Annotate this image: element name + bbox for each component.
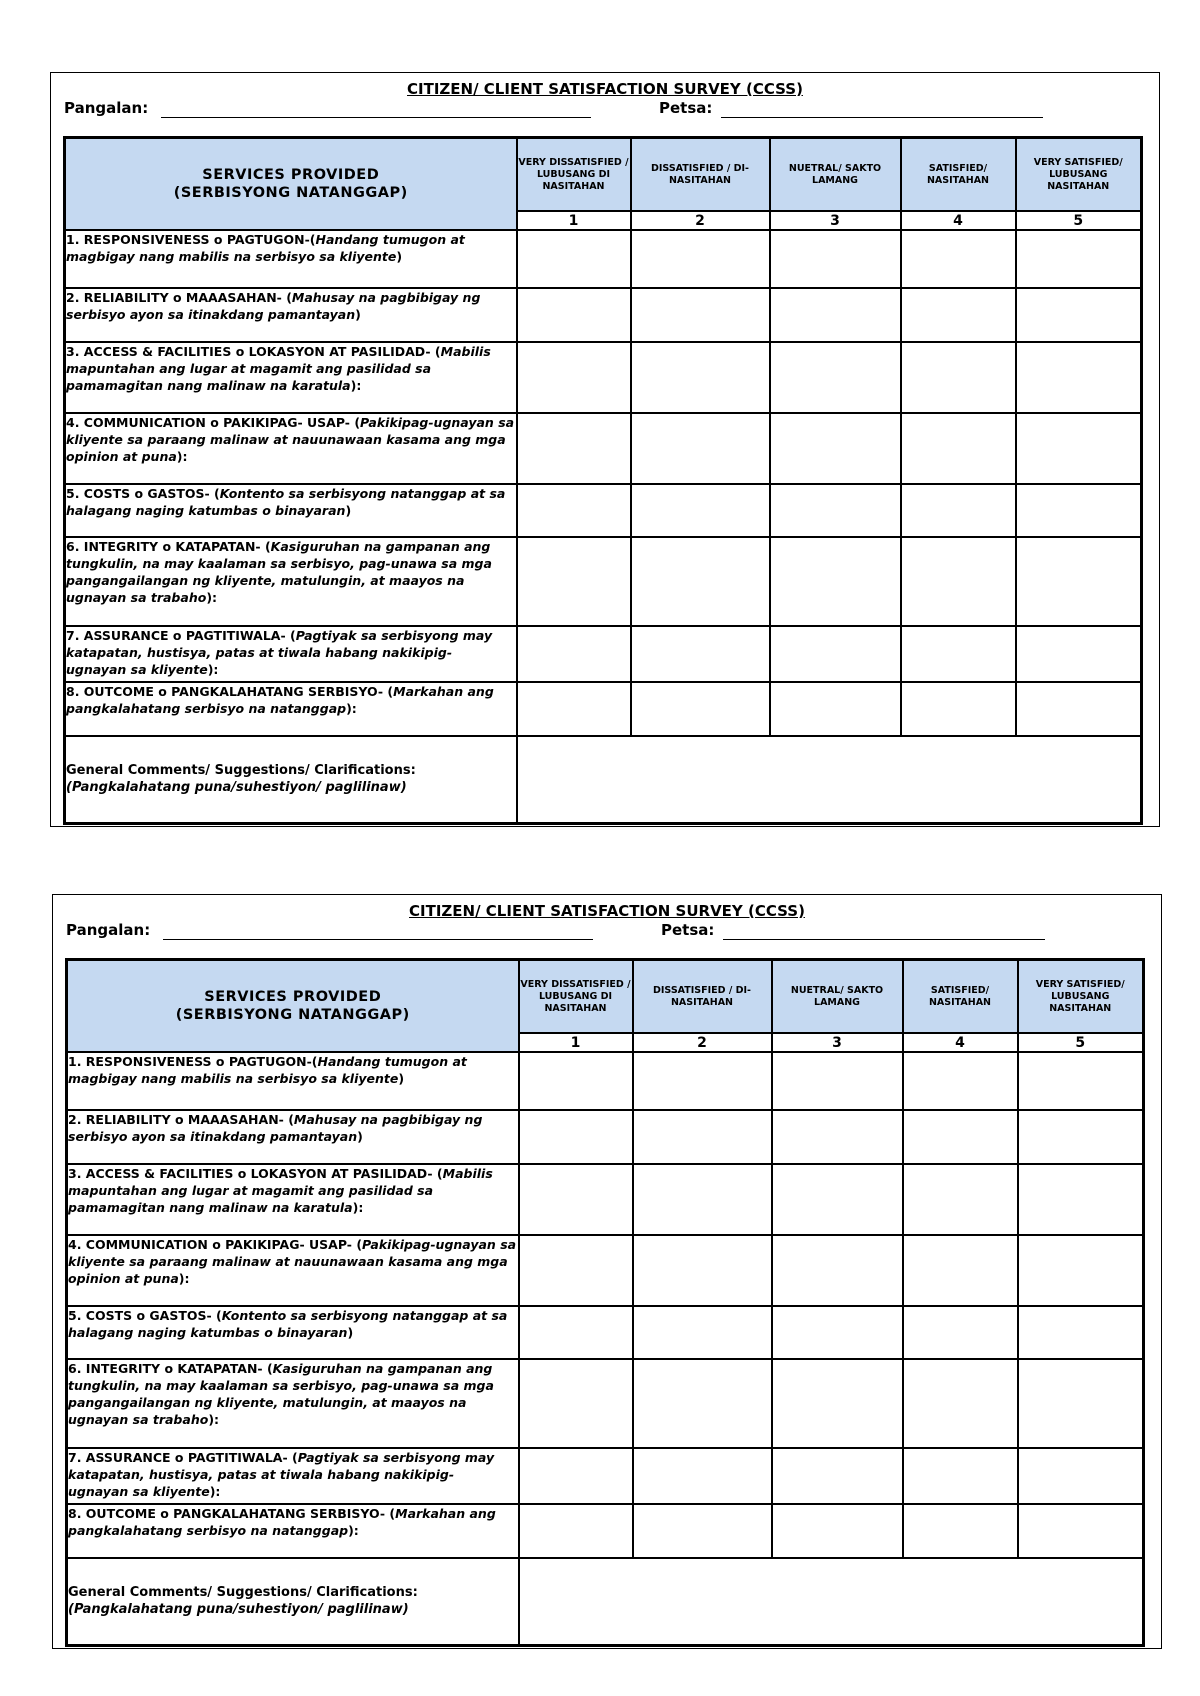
- rating-cell[interactable]: [1016, 537, 1142, 626]
- question-description: Kasiguruhan na gampanan ang tungkulin, na may kaalaman sa serbisyo, pag-unawa sa mga pangangailangan ng kliyente, matulungin, at maayos na ugnayan sa trabaho: [66, 539, 492, 606]
- question-tail: ):: [207, 662, 219, 678]
- rating-column-header: DISSATISFIED / DI- NASITAHAN: [633, 960, 772, 1034]
- rating-cell[interactable]: [903, 1306, 1018, 1360]
- question-description: Mahusay na pagbibigay ng serbisyo ayon sa itinakdang pamantayan: [68, 1112, 483, 1145]
- rating-score: 1: [519, 1033, 633, 1052]
- rating-cell[interactable]: [772, 1448, 903, 1504]
- rating-cell[interactable]: [1018, 1052, 1144, 1110]
- table-row: [65, 288, 1142, 342]
- comments-label: General Comments/ Suggestions/ Clarifications:: [68, 1585, 418, 1601]
- rating-cell[interactable]: [633, 1306, 772, 1360]
- rating-score: 3: [772, 1033, 903, 1052]
- question-head: 7. ASSURANCE o PAGTITIWALA- (: [68, 1450, 298, 1466]
- question-head: 1. RESPONSIVENESS o PAGTUGON-(: [66, 232, 316, 248]
- rating-cell[interactable]: [519, 1306, 633, 1360]
- question-tail: ):: [209, 1484, 221, 1500]
- question-description: Pakikipag-ugnayan sa kliyente sa paraang malinaw at nauunawaan kasama ang mga opinion at puna: [68, 1236, 517, 1286]
- survey-title: CITIZEN/ CLIENT SATISFACTION SURVEY (CCSS): [407, 80, 803, 98]
- rating-cell[interactable]: [1018, 1235, 1144, 1306]
- question-tail: ):: [208, 1412, 220, 1428]
- survey-form-2: [52, 894, 1162, 1649]
- rating-cell[interactable]: [772, 1110, 903, 1164]
- question-tail: ):: [346, 700, 357, 716]
- question-tail: ): [357, 1129, 363, 1145]
- question-description: Kasiguruhan na gampanan ang tungkulin, na may kaalaman sa serbisyo, pag-unawa sa mga pangangailangan ng kliyente, matulungin, at maayos na ugnayan sa trabaho: [68, 1361, 494, 1428]
- rating-column-header: VERY SATISFIED/ LUBUSANG NASITAHAN: [1018, 960, 1144, 1034]
- table-row: [67, 1235, 1144, 1306]
- question-description: Mahusay na pagbibigay ng serbisyo ayon sa itinakdang pamantayan: [66, 290, 481, 323]
- question-head: 6. INTEGRITY o KATAPATAN- (: [68, 1361, 273, 1377]
- rating-cell[interactable]: [517, 682, 631, 736]
- rating-score: 5: [1018, 1033, 1144, 1052]
- rating-cell[interactable]: [1018, 1448, 1144, 1504]
- date-blank-line[interactable]: [721, 117, 1043, 118]
- rating-column-header: NUETRAL/ SAKTO LAMANG: [770, 138, 901, 212]
- question-head: 8. OUTCOME o PANGKALAHATANG SERBISYO- (: [68, 1505, 396, 1521]
- rating-cell[interactable]: [519, 1359, 633, 1448]
- rating-cell[interactable]: [633, 1164, 772, 1235]
- rating-column-header: VERY DISSATISFIED / LUBUSANG DI NASITAHAN: [517, 138, 631, 212]
- name-blank-line[interactable]: [161, 117, 591, 118]
- rating-cell[interactable]: [772, 1359, 903, 1448]
- rating-cell[interactable]: [903, 1448, 1018, 1504]
- comments-label: General Comments/ Suggestions/ Clarifications:: [66, 763, 416, 779]
- question-cell: [65, 342, 517, 413]
- question-tail: ):: [178, 1270, 190, 1286]
- date-blank-line[interactable]: [723, 939, 1045, 940]
- name-label: Pangalan:: [66, 921, 151, 939]
- question-cell: [65, 682, 517, 736]
- survey-table: [63, 136, 1143, 825]
- question-description: Kontento sa serbisyong natanggap at sa halagang naging katumbas o binayaran: [66, 485, 506, 518]
- rating-cell[interactable]: [772, 1052, 903, 1110]
- rating-cell[interactable]: [633, 1235, 772, 1306]
- question-cell: [67, 1164, 519, 1235]
- question-cell: [67, 1448, 519, 1504]
- question-tail: ):: [352, 1200, 364, 1216]
- comments-field[interactable]: [519, 1558, 1144, 1646]
- rating-cell[interactable]: [903, 1504, 1018, 1558]
- rating-score: 1: [517, 211, 631, 230]
- question-cell: [65, 230, 517, 288]
- rating-cell[interactable]: [1016, 230, 1142, 288]
- rating-cell[interactable]: [633, 1052, 772, 1110]
- question-cell: [67, 1504, 519, 1558]
- rating-cell[interactable]: [631, 342, 770, 413]
- rating-cell[interactable]: [1018, 1164, 1144, 1235]
- rating-cell[interactable]: [772, 1235, 903, 1306]
- question-head: 8. OUTCOME o PANGKALAHATANG SERBISYO- (: [66, 683, 394, 699]
- question-description: Handang tumugon at magbigay nang mabilis na serbisyo sa kliyente: [68, 1054, 467, 1087]
- question-head: 1. RESPONSIVENESS o PAGTUGON-(: [68, 1054, 318, 1070]
- services-header-line1: SERVICES PROVIDED: [204, 989, 382, 1006]
- question-cell: [65, 484, 517, 538]
- question-head: 2. RELIABILITY o MAAASAHAN- (: [68, 1112, 294, 1128]
- rating-column-header: VERY DISSATISFIED / LUBUSANG DI NASITAHAN: [519, 960, 633, 1034]
- question-tail: ):: [350, 378, 362, 394]
- rating-cell[interactable]: [1018, 1306, 1144, 1360]
- rating-cell[interactable]: [770, 484, 901, 538]
- rating-column-header: NUETRAL/ SAKTO LAMANG: [772, 960, 903, 1034]
- rating-cell[interactable]: [903, 1110, 1018, 1164]
- rating-cell[interactable]: [631, 682, 770, 736]
- rating-cell[interactable]: [1018, 1110, 1144, 1164]
- question-tail: ): [355, 307, 361, 323]
- comments-field[interactable]: [517, 736, 1142, 824]
- question-description: Mabilis mapuntahan ang lugar at magamit ang pasilidad sa pamamagitan nang malinaw na karatula: [66, 344, 491, 394]
- rating-cell[interactable]: [519, 1235, 633, 1306]
- question-tail: ):: [348, 1522, 359, 1538]
- question-description: Kontento sa serbisyong natanggap at sa halagang naging katumbas o binayaran: [68, 1307, 508, 1340]
- table-row: [67, 1306, 1144, 1360]
- name-blank-line[interactable]: [163, 939, 593, 940]
- rating-cell[interactable]: [631, 484, 770, 538]
- question-head: 4. COMMUNICATION o PAKIKIPAG- USAP- (: [68, 1236, 363, 1252]
- rating-cell[interactable]: [633, 1448, 772, 1504]
- question-description: Pagtiyak sa serbisyong may katapatan, hustisya, patas at tiwala habang nakikipig- ugnayan sa kliyente: [66, 628, 493, 678]
- rating-cell[interactable]: [519, 1504, 633, 1558]
- question-description: Pagtiyak sa serbisyong may katapatan, hustisya, patas at tiwala habang nakikipig- ugnayan sa kliyente: [68, 1450, 495, 1500]
- rating-cell[interactable]: [517, 230, 631, 288]
- rating-score: 2: [633, 1033, 772, 1052]
- date-label: Petsa:: [661, 921, 715, 939]
- table-row: [67, 1448, 1144, 1504]
- table-row: [67, 1359, 1144, 1448]
- question-cell: [67, 1359, 519, 1448]
- rating-cell[interactable]: [1018, 1504, 1144, 1558]
- table-row: [65, 682, 1142, 736]
- survey-table: [65, 958, 1145, 1647]
- rating-cell[interactable]: [517, 537, 631, 626]
- question-description: Handang tumugon at magbigay nang mabilis na serbisyo sa kliyente: [66, 232, 465, 265]
- rating-cell[interactable]: [633, 1110, 772, 1164]
- question-cell: [65, 626, 517, 682]
- rating-cell[interactable]: [517, 413, 631, 484]
- rating-cell[interactable]: [1016, 626, 1142, 682]
- rating-cell[interactable]: [631, 626, 770, 682]
- table-row: [67, 1110, 1144, 1164]
- comments-label-cell: [65, 736, 517, 824]
- rating-score: 5: [1016, 211, 1142, 230]
- services-header-line2: (SERBISYONG NATANGGAP): [173, 185, 408, 202]
- question-description: Markahan ang pangkalahatang serbisyo na natanggap: [68, 1505, 496, 1538]
- table-row: [65, 230, 1142, 288]
- rating-cell[interactable]: [903, 1235, 1018, 1306]
- comments-label-translation: (Pangkalahatang puna/suhestiyon/ paglilinaw): [66, 780, 407, 796]
- question-tail: ): [347, 1324, 354, 1340]
- question-description: Pakikipag-ugnayan sa kliyente sa paraang malinaw at nauunawaan kasama ang mga opinion at puna: [66, 414, 515, 464]
- rating-column-header: VERY SATISFIED/ LUBUSANG NASITAHAN: [1016, 138, 1142, 212]
- services-header-line1: SERVICES PROVIDED: [202, 167, 380, 184]
- rating-cell[interactable]: [517, 484, 631, 538]
- rating-cell[interactable]: [770, 230, 901, 288]
- rating-cell[interactable]: [770, 682, 901, 736]
- question-head: 7. ASSURANCE o PAGTITIWALA- (: [66, 628, 296, 644]
- survey-title: CITIZEN/ CLIENT SATISFACTION SURVEY (CCSS): [409, 902, 805, 920]
- question-tail: ): [396, 249, 403, 265]
- rating-cell[interactable]: [770, 342, 901, 413]
- rating-cell[interactable]: [633, 1359, 772, 1448]
- rating-cell[interactable]: [772, 1504, 903, 1558]
- table-row: [67, 1504, 1144, 1558]
- table-row: [65, 626, 1142, 682]
- rating-cell[interactable]: [519, 1110, 633, 1164]
- rating-cell[interactable]: [770, 537, 901, 626]
- rating-cell[interactable]: [901, 626, 1016, 682]
- rating-cell[interactable]: [901, 484, 1016, 538]
- question-head: 4. COMMUNICATION o PAKIKIPAG- USAP- (: [66, 414, 361, 430]
- rating-cell[interactable]: [901, 537, 1016, 626]
- rating-score: 4: [903, 1033, 1018, 1052]
- rating-cell[interactable]: [631, 288, 770, 342]
- rating-cell[interactable]: [772, 1306, 903, 1360]
- rating-cell[interactable]: [519, 1052, 633, 1110]
- question-cell: [67, 1052, 519, 1110]
- rating-cell[interactable]: [517, 288, 631, 342]
- rating-cell[interactable]: [903, 1359, 1018, 1448]
- table-row: [65, 484, 1142, 538]
- rating-cell[interactable]: [1018, 1359, 1144, 1448]
- rating-cell[interactable]: [517, 626, 631, 682]
- rating-cell[interactable]: [770, 413, 901, 484]
- comments-label-cell: [67, 1558, 519, 1646]
- rating-cell[interactable]: [1016, 682, 1142, 736]
- question-head: 5. COSTS o GASTOS- (: [66, 485, 220, 501]
- question-cell: [67, 1235, 519, 1306]
- rating-cell[interactable]: [770, 626, 901, 682]
- question-cell: [67, 1306, 519, 1360]
- rating-cell[interactable]: [1016, 413, 1142, 484]
- rating-cell[interactable]: [901, 413, 1016, 484]
- rating-cell[interactable]: [903, 1052, 1018, 1110]
- rating-column-header: SATISFIED/ NASITAHAN: [901, 138, 1016, 212]
- rating-cell[interactable]: [1016, 288, 1142, 342]
- table-row: [65, 537, 1142, 626]
- rating-score: 2: [631, 211, 770, 230]
- rating-cell[interactable]: [901, 682, 1016, 736]
- table-row: [67, 1052, 1144, 1110]
- name-label: Pangalan:: [64, 99, 149, 117]
- rating-score: 4: [901, 211, 1016, 230]
- rating-cell[interactable]: [519, 1164, 633, 1235]
- survey-form-1: [50, 72, 1160, 827]
- rating-cell[interactable]: [903, 1164, 1018, 1235]
- table-row: [65, 413, 1142, 484]
- rating-cell[interactable]: [901, 230, 1016, 288]
- rating-cell[interactable]: [901, 288, 1016, 342]
- question-tail: ): [398, 1071, 405, 1087]
- rating-cell[interactable]: [770, 288, 901, 342]
- question-head: 3. ACCESS & FACILITIES o LOKASYON AT PASILIDAD- (: [66, 344, 441, 360]
- rating-cell[interactable]: [631, 230, 770, 288]
- question-head: 5. COSTS o GASTOS- (: [68, 1307, 222, 1323]
- rating-cell[interactable]: [519, 1448, 633, 1504]
- rating-cell[interactable]: [517, 342, 631, 413]
- rating-cell[interactable]: [633, 1504, 772, 1558]
- question-head: 3. ACCESS & FACILITIES o LOKASYON AT PASILIDAD- (: [68, 1166, 443, 1182]
- rating-cell[interactable]: [631, 537, 770, 626]
- services-header: [67, 960, 519, 1053]
- rating-cell[interactable]: [631, 413, 770, 484]
- question-head: 2. RELIABILITY o MAAASAHAN- (: [66, 290, 292, 306]
- question-cell: [65, 288, 517, 342]
- question-tail: ):: [176, 448, 188, 464]
- rating-cell[interactable]: [1016, 484, 1142, 538]
- rating-column-header: SATISFIED/ NASITAHAN: [903, 960, 1018, 1034]
- question-cell: [65, 537, 517, 626]
- question-description: Markahan ang pangkalahatang serbisyo na natanggap: [66, 683, 494, 716]
- rating-score: 3: [770, 211, 901, 230]
- rating-cell[interactable]: [772, 1164, 903, 1235]
- date-label: Petsa:: [659, 99, 713, 117]
- services-header: [65, 138, 517, 231]
- table-row: [65, 342, 1142, 413]
- question-cell: [67, 1110, 519, 1164]
- question-cell: [65, 413, 517, 484]
- services-header-line2: (SERBISYONG NATANGGAP): [175, 1007, 410, 1024]
- question-description: Mabilis mapuntahan ang lugar at magamit ang pasilidad sa pamamagitan nang malinaw na karatula: [68, 1166, 493, 1216]
- rating-cell[interactable]: [901, 342, 1016, 413]
- rating-cell[interactable]: [1016, 342, 1142, 413]
- question-tail: ): [345, 502, 352, 518]
- table-row: [67, 1164, 1144, 1235]
- question-tail: ):: [206, 590, 218, 606]
- comments-label-translation: (Pangkalahatang puna/suhestiyon/ paglilinaw): [68, 1602, 409, 1618]
- question-head: 6. INTEGRITY o KATAPATAN- (: [66, 539, 271, 555]
- rating-column-header: DISSATISFIED / DI- NASITAHAN: [631, 138, 770, 212]
